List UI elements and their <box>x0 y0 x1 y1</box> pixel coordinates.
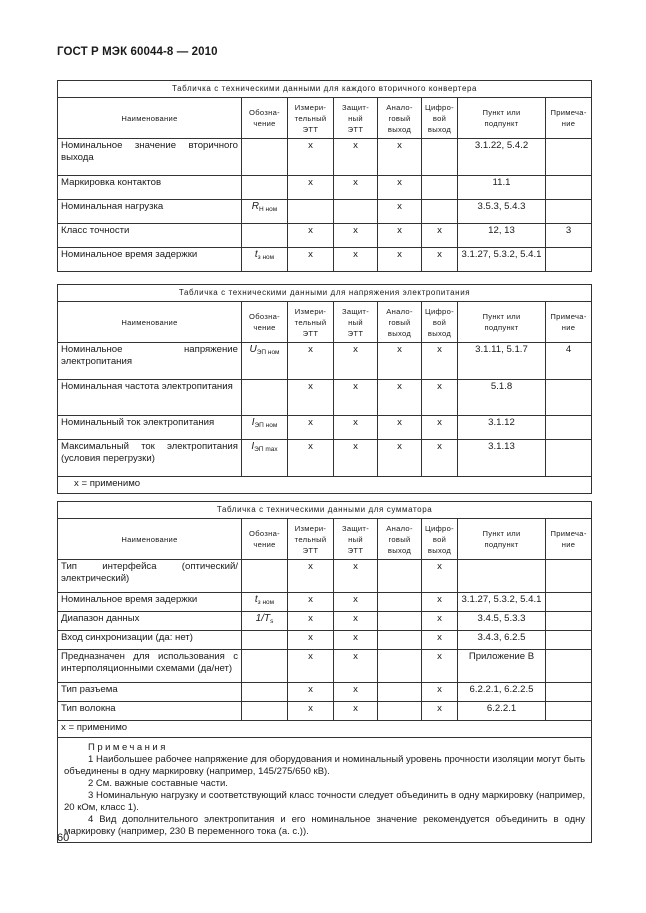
designation-cell <box>242 702 288 721</box>
measuring-mark: x <box>288 440 334 477</box>
table-row <box>58 593 592 612</box>
column-header-designation: Обозна- чение <box>242 98 288 139</box>
analog-mark: x <box>378 248 422 272</box>
designation-cell <box>242 176 288 200</box>
notes-row <box>58 738 592 843</box>
designation-symbol: t <box>254 249 258 260</box>
protective-mark <box>334 200 378 224</box>
analog-mark: x <box>378 416 422 440</box>
designation-cell <box>242 631 288 650</box>
designation-symbol: I <box>251 441 255 452</box>
column-header-name: Наименование <box>58 302 242 343</box>
digital-mark: x <box>422 440 458 477</box>
remark-ref <box>546 683 592 702</box>
digital-mark: x <box>422 593 458 612</box>
measuring-mark: x <box>288 343 334 380</box>
analog-mark: x <box>378 440 422 477</box>
table-row <box>58 560 592 593</box>
measuring-mark: x <box>288 560 334 593</box>
digital-mark: x <box>422 631 458 650</box>
column-header-protective: Защит- ный ЭТТ <box>334 302 378 343</box>
parameter-name: Класс точности <box>58 224 242 248</box>
protective-mark: x <box>334 702 378 721</box>
digital-mark: x <box>422 650 458 683</box>
analog-mark <box>378 631 422 650</box>
column-header-measuring: Измери- тельный ЭТТ <box>288 98 334 139</box>
column-header-analog: Анало- говый выход <box>378 98 422 139</box>
designation-cell <box>242 650 288 683</box>
designation-subscript: з ном <box>257 254 275 261</box>
measuring-mark: x <box>288 650 334 683</box>
table-row <box>58 224 592 248</box>
table-row <box>58 631 592 650</box>
column-header-remarks: Примеча- ние <box>546 302 592 343</box>
parameter-name: Предназначен для использования с интерполяционными схемами (да/нет) <box>58 650 242 683</box>
analog-mark: x <box>378 380 422 416</box>
column-header-analog: Анало- говый выход <box>378 302 422 343</box>
analog-mark <box>378 650 422 683</box>
analog-mark: x <box>378 176 422 200</box>
remark-ref: 3 <box>546 224 592 248</box>
column-header-name: Наименование <box>58 519 242 560</box>
column-header-clause: Пункт или подпункт <box>458 98 546 139</box>
designation-subscript: ЭП max <box>254 446 278 453</box>
protective-mark: x <box>334 440 378 477</box>
digital-mark: x <box>422 224 458 248</box>
parameter-name: Маркировка контактов <box>58 176 242 200</box>
remark-ref: 4 <box>546 343 592 380</box>
measuring-mark: x <box>288 248 334 272</box>
parameter-name: Тип волокна <box>58 702 242 721</box>
designation-cell <box>242 416 288 440</box>
column-header-designation: Обозна- чение <box>242 519 288 560</box>
column-header-measuring: Измери- тельный ЭТТ <box>288 302 334 343</box>
designation-cell <box>242 440 288 477</box>
designation-subscript: ЭП ном <box>256 349 280 356</box>
parameter-name: Максимальный ток электропитания (условия перегрузки) <box>58 440 242 477</box>
designation-cell <box>242 683 288 702</box>
page-number: 60 <box>57 832 70 844</box>
protective-mark: x <box>334 593 378 612</box>
clause-ref: 5.1.8 <box>458 380 546 416</box>
remark-ref <box>546 702 592 721</box>
designation-cell <box>242 200 288 224</box>
table-caption: Табличка с техническими данными для сумматора <box>58 502 592 519</box>
column-header-protective: Защит- ный ЭТТ <box>334 98 378 139</box>
remark-ref <box>546 416 592 440</box>
column-header-clause: Пункт или подпункт <box>458 519 546 560</box>
parameter-name: Номинальное напряжение электропитания <box>58 343 242 380</box>
digital-mark: x <box>422 683 458 702</box>
designation-subscript: H ном <box>259 206 278 213</box>
clause-ref: 6.2.2.1 <box>458 702 546 721</box>
protective-mark: x <box>334 139 378 176</box>
column-header-clause: Пункт или подпункт <box>458 302 546 343</box>
note-item: 1 Наибольшее рабочее напряжение для оборудования и номинальный уровень прочности изоляции могут быть объединены в одну маркировку (например, 145/275/650 кВ). <box>64 754 586 777</box>
analog-mark <box>378 593 422 612</box>
protective-mark: x <box>334 380 378 416</box>
column-header-digital: Цифро- вой выход <box>422 302 458 343</box>
column-header-name: Наименование <box>58 98 242 139</box>
column-header-digital: Цифро- вой выход <box>422 98 458 139</box>
designation-cell <box>242 560 288 593</box>
analog-mark <box>378 683 422 702</box>
parameter-name: Тип разъема <box>58 683 242 702</box>
notes-title: Примечания <box>88 742 168 753</box>
protective-mark: x <box>334 343 378 380</box>
measuring-mark: x <box>288 416 334 440</box>
digital-mark <box>422 139 458 176</box>
column-header-designation: Обозна- чение <box>242 302 288 343</box>
analog-mark <box>378 702 422 721</box>
clause-ref: 3.4.3, 6.2.5 <box>458 631 546 650</box>
clause-ref: 11.1 <box>458 176 546 200</box>
measuring-mark: x <box>288 612 334 631</box>
table-row <box>58 440 592 477</box>
analog-mark: x <box>378 224 422 248</box>
parameter-name: Номинальное время задержки <box>58 248 242 272</box>
remark-ref <box>546 650 592 683</box>
digital-mark: x <box>422 416 458 440</box>
measuring-mark: x <box>288 631 334 650</box>
designation-cell <box>242 139 288 176</box>
clause-ref: 3.1.13 <box>458 440 546 477</box>
clause-ref: 12, 13 <box>458 224 546 248</box>
column-header-protective: Защит- ный ЭТТ <box>334 519 378 560</box>
analog-mark <box>378 560 422 593</box>
parameter-name: Номинальная частота электропитания <box>58 380 242 416</box>
parameter-name: Номинальный ток электропитания <box>58 416 242 440</box>
clause-ref: Приложение В <box>458 650 546 683</box>
protective-mark: x <box>334 416 378 440</box>
table-row <box>58 416 592 440</box>
table-row <box>58 683 592 702</box>
designation-symbol: R <box>251 201 260 212</box>
measuring-mark: x <box>288 176 334 200</box>
notes-block <box>58 738 592 843</box>
remark-ref <box>546 380 592 416</box>
measuring-mark: x <box>288 683 334 702</box>
designation-subscript: ЭП ном <box>254 422 278 429</box>
legend-text: x = применимо <box>58 721 592 738</box>
table-row <box>58 612 592 631</box>
parameter-name: Тип интерфейса (оптический/электрический) <box>58 560 242 593</box>
column-header-remarks: Примеча- ние <box>546 519 592 560</box>
designation-symbol: I <box>251 417 255 428</box>
measuring-mark: x <box>288 593 334 612</box>
clause-ref: 3.1.11, 5.1.7 <box>458 343 546 380</box>
combiner-table <box>57 501 592 843</box>
digital-mark: x <box>422 560 458 593</box>
parameter-name: Вход синхронизации (да: нет) <box>58 631 242 650</box>
note-item: 2 См. важные составные части. <box>88 778 228 789</box>
column-header-remarks: Примеча- ние <box>546 98 592 139</box>
parameter-name: Диапазон данных <box>58 612 242 631</box>
measuring-mark: x <box>288 139 334 176</box>
designation-cell <box>242 612 288 631</box>
measuring-mark: x <box>288 702 334 721</box>
remark-ref <box>546 440 592 477</box>
protective-mark: x <box>334 248 378 272</box>
power-supply-table <box>57 284 592 494</box>
clause-ref: 3.1.22, 5.4.2 <box>458 139 546 176</box>
remark-ref <box>546 248 592 272</box>
remark-ref <box>546 176 592 200</box>
protective-mark: x <box>334 224 378 248</box>
legend-row <box>58 721 592 738</box>
legend-text: x = применимо <box>58 477 592 494</box>
table-row <box>58 380 592 416</box>
measuring-mark: x <box>288 380 334 416</box>
protective-mark: x <box>334 650 378 683</box>
note-item: 4 Вид дополнительного электропитания и его номинальное значение рекомендуется объединить в одну маркировку (например, 230 В переменного тока (а. с.)). <box>64 814 586 837</box>
parameter-name: Номинальная нагрузка <box>58 200 242 224</box>
digital-mark: x <box>422 612 458 631</box>
note-item: 3 Номинальную нагрузку и соответствующий класс точности следует объединить в одну маркировку (например, 20 кОм, класс 1). <box>64 790 586 813</box>
designation-subscript: s <box>270 618 274 625</box>
clause-ref: 3.1.27, 5.3.2, 5.4.1 <box>458 248 546 272</box>
clause-ref: 3.1.27, 5.3.2, 5.4.1 <box>458 593 546 612</box>
column-header-analog: Анало- говый выход <box>378 519 422 560</box>
designation-cell <box>242 343 288 380</box>
digital-mark <box>422 200 458 224</box>
legend-row <box>58 477 592 494</box>
table-row <box>58 139 592 176</box>
table-caption: Табличка с техническими данными для каждого вторичного конвертера <box>58 81 592 98</box>
digital-mark: x <box>422 702 458 721</box>
column-header-measuring: Измери- тельный ЭТТ <box>288 519 334 560</box>
document-header: ГОСТ Р МЭК 60044-8 — 2010 <box>57 46 218 58</box>
table-row <box>58 200 592 224</box>
remark-ref <box>546 612 592 631</box>
designation-subscript: з ном <box>257 599 275 606</box>
remark-ref <box>546 631 592 650</box>
clause-ref <box>458 560 546 593</box>
table-row <box>58 176 592 200</box>
table-row <box>58 650 592 683</box>
protective-mark: x <box>334 631 378 650</box>
remark-ref <box>546 560 592 593</box>
parameter-name: Номинальное значение вторичного выхода <box>58 139 242 176</box>
digital-mark: x <box>422 248 458 272</box>
designation-symbol: t <box>254 594 258 605</box>
table-caption: Табличка с техническими данными для напряжения электропитания <box>58 285 592 302</box>
analog-mark: x <box>378 343 422 380</box>
table-row <box>58 343 592 380</box>
remark-ref <box>546 200 592 224</box>
table-row <box>58 702 592 721</box>
designation-cell <box>242 593 288 612</box>
protective-mark: x <box>334 683 378 702</box>
protective-mark: x <box>334 176 378 200</box>
designation-symbol: 1/T <box>255 613 271 624</box>
designation-cell <box>242 248 288 272</box>
column-header-digital: Цифро- вой выход <box>422 519 458 560</box>
digital-mark: x <box>422 380 458 416</box>
remark-ref <box>546 593 592 612</box>
protective-mark: x <box>334 612 378 631</box>
clause-ref: 3.4.5, 5.3.3 <box>458 612 546 631</box>
measuring-mark <box>288 200 334 224</box>
clause-ref: 3.1.12 <box>458 416 546 440</box>
designation-symbol: U <box>249 344 257 355</box>
digital-mark: x <box>422 343 458 380</box>
analog-mark <box>378 612 422 631</box>
clause-ref: 6.2.2.1, 6.2.2.5 <box>458 683 546 702</box>
designation-cell <box>242 380 288 416</box>
measuring-mark: x <box>288 224 334 248</box>
protective-mark: x <box>334 560 378 593</box>
secondary-converter-table <box>57 80 592 272</box>
parameter-name: Номинальное время задержки <box>58 593 242 612</box>
clause-ref: 3.5.3, 5.4.3 <box>458 200 546 224</box>
designation-cell <box>242 224 288 248</box>
remark-ref <box>546 139 592 176</box>
analog-mark: x <box>378 200 422 224</box>
digital-mark <box>422 176 458 200</box>
analog-mark: x <box>378 139 422 176</box>
table-row <box>58 248 592 272</box>
